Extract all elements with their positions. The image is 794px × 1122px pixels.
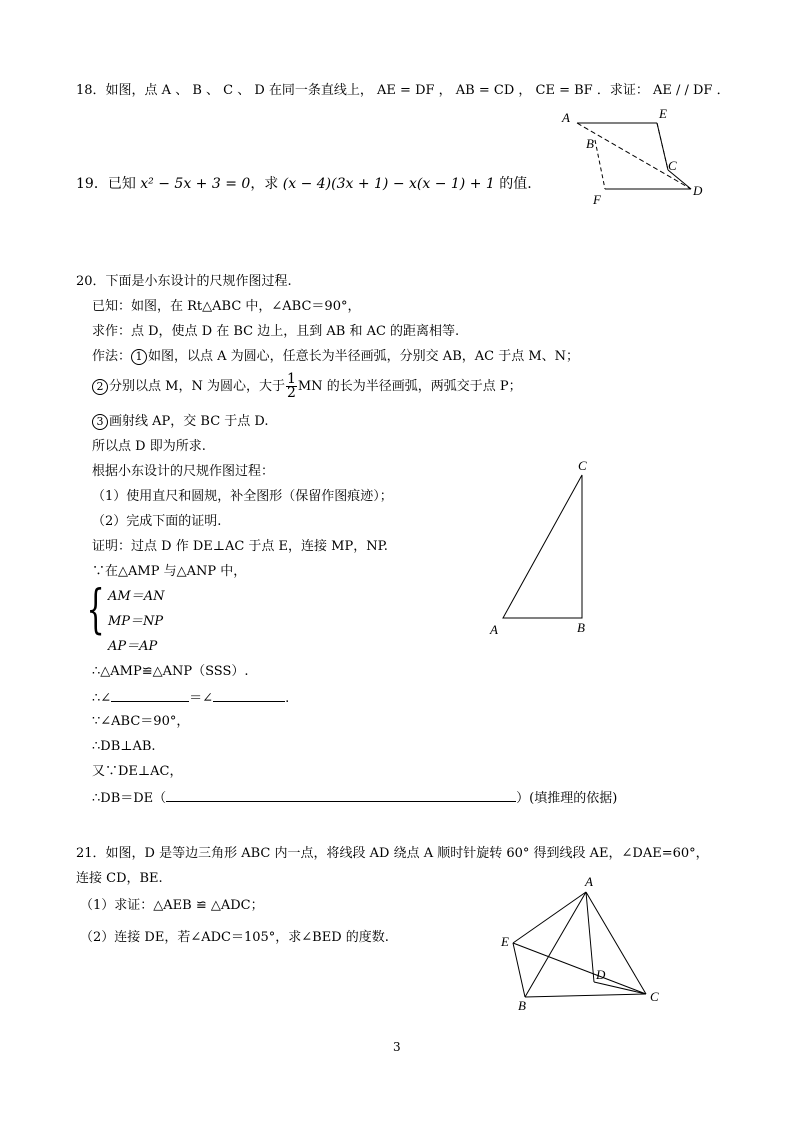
q20-label-B: B xyxy=(577,620,585,635)
q21-label-D: D xyxy=(596,967,606,982)
q20-step1 xyxy=(92,348,579,366)
q20-part1: （1）使用直尺和圆规，补全图形（保留作图痕迹）； xyxy=(92,489,393,504)
q20-step2-text-b: MN 的长为半径画弧，两弧交于点 P； xyxy=(297,379,522,394)
q20-step3-text: 画射线 AP，交 BC 于点 D. xyxy=(109,414,269,429)
q18-figure xyxy=(555,100,715,205)
q20-part2: （2）完成下面的证明. xyxy=(92,514,222,529)
q19-number: 19． xyxy=(76,176,108,192)
q18-label-C: C xyxy=(668,158,677,173)
q19-equation: x² − 5x + 3 = 0 xyxy=(140,176,251,192)
q21-statement: 如图，D 是等边三角形 ABC 内一点，将线段 AD 绕点 A 顺时针旋转 60° 得到线段 AE，∠DAE=60°， xyxy=(105,846,709,861)
q20-step1-text: 如图，以点 A 为圆心，任意长为半径画弧，分别交 AB，AC 于点 M、N； xyxy=(148,349,580,364)
q21-figure xyxy=(495,870,670,1015)
q20-abc-90: ∵∠ABC＝90°， xyxy=(92,714,190,729)
q20-title xyxy=(76,273,292,291)
q20-given: 已知：如图，在 Rt△ABC 中，∠ABC＝90°， xyxy=(92,299,361,314)
q20-label-A: A xyxy=(490,622,498,637)
q20-step1-prefix: 作法： xyxy=(92,349,132,364)
q19-pre: 已知 xyxy=(107,176,136,192)
q18-statement: 如图，点 A 、 B 、 C 、 D 在同一条直线上， AE = DF ， AB = CD ， CE = BF ．求证： AE / / DF ． xyxy=(105,83,730,98)
q21-part2: （2）连接 DE，若∠ADC＝105°，求∠BED 的度数. xyxy=(80,930,389,945)
q20-step2-marker: 2 xyxy=(92,379,108,395)
q21-label-C: C xyxy=(650,989,659,1004)
q20-conclusion-b: ）(填推理的依据) xyxy=(516,791,618,806)
q20-according: 根据小东设计的尺规作图过程： xyxy=(92,464,275,479)
q20-left-brace: { xyxy=(86,580,105,640)
q18-text xyxy=(76,82,730,100)
q20-condition-1: AM＝AN xyxy=(108,589,165,604)
q20-condition-3: AP＝AP xyxy=(108,639,158,654)
q20-angle-equality xyxy=(92,688,289,708)
q20-conclusion-a: ∴DB＝DE（ xyxy=(92,791,167,806)
q20-congruent: ∴△AMP≌△ANP（SSS）. xyxy=(92,664,249,679)
q18-number: 18． xyxy=(76,83,106,98)
q21-text-2: 连接 CD，BE. xyxy=(76,871,163,886)
q20-step3 xyxy=(92,413,269,431)
q19-expression: (x − 4)(3x + 1) − x(x − 1) + 1 xyxy=(282,176,495,192)
q20-figure xyxy=(485,455,595,645)
q21-label-E: E xyxy=(501,934,509,949)
q20-fraction-numerator: 1 xyxy=(286,371,296,387)
q20-conclusion xyxy=(92,788,617,808)
q19-text xyxy=(76,175,532,193)
q18-label-D: D xyxy=(693,183,703,198)
q21-part1: （1）求证：△AEB ≌ △ADC； xyxy=(80,898,264,913)
q20-angle-blank-2[interactable] xyxy=(213,688,285,702)
q20-proof-intro: 证明：过点 D 作 DE⊥AC 于点 E，连接 MP，NP. xyxy=(92,539,388,554)
page-number: 3 xyxy=(393,1040,401,1054)
q20-db-perp-ab: ∴DB⊥AB. xyxy=(92,739,156,754)
q20-since-triangles: ∵在△AMP 与△ANP 中， xyxy=(92,564,247,579)
q20-step2-text-a: 分别以点 M，N 为圆心，大于 xyxy=(109,379,285,394)
q20-step2-fraction xyxy=(286,373,297,400)
q20-step1-marker: 1 xyxy=(131,349,147,365)
q20-label-C: C xyxy=(578,458,587,473)
q20-number: 20． xyxy=(76,274,106,289)
q19-mid: ，求 xyxy=(250,176,279,192)
q19-post: 的值. xyxy=(499,176,532,192)
q20-step2 xyxy=(92,372,522,402)
q21-label-B: B xyxy=(518,998,526,1013)
q20-reason-blank[interactable] xyxy=(166,788,516,802)
q18-label-F: F xyxy=(593,192,601,205)
q20-angle-blank-1[interactable] xyxy=(111,688,189,702)
q20-condition-2: MP＝NP xyxy=(108,614,164,629)
q21-number: 21． xyxy=(76,846,106,861)
q21-label-A: A xyxy=(585,874,593,889)
q20-angle-a: ∴∠ xyxy=(92,691,112,706)
q20-angle-c: . xyxy=(285,691,290,706)
q20-ask: 求作：点 D，使点 D 在 BC 边上，且到 AB 和 AC 的距离相等. xyxy=(92,324,460,339)
q20-angle-b: ＝∠ xyxy=(189,691,214,706)
q18-label-E: E xyxy=(659,106,667,121)
q20-fraction-denominator: 2 xyxy=(286,385,296,401)
q20-result: 所以点 D 即为所求. xyxy=(92,439,206,454)
q18-label-B: B xyxy=(586,136,594,151)
q20-title-text: 下面是小东设计的尺规作图过程. xyxy=(105,274,292,289)
q20-de-perp-ac: 又∵DE⊥AC， xyxy=(92,764,183,779)
q18-label-A: A xyxy=(562,110,570,125)
q21-text-1 xyxy=(76,845,709,863)
q20-step3-marker: 3 xyxy=(92,414,108,430)
